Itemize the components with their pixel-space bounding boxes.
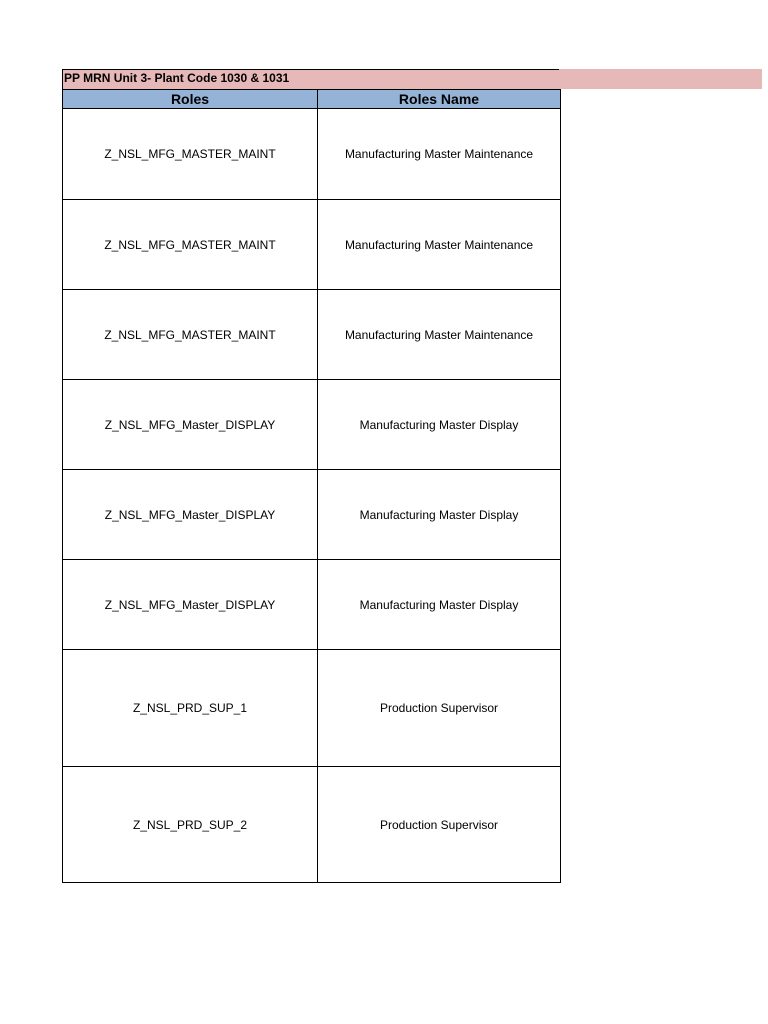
title-row (62, 69, 762, 89)
header-roles[interactable]: Roles (63, 90, 318, 109)
table-row (63, 767, 561, 883)
role-name-cell[interactable]: Manufacturing Master Display (318, 560, 561, 650)
sheet-title[interactable]: PP MRN Unit 3- Plant Code 1030 & 1031 (62, 69, 559, 89)
table-row (63, 560, 561, 650)
role-cell[interactable]: Z_NSL_MFG_MASTER_MAINT (63, 109, 318, 200)
table-row (63, 650, 561, 767)
role-cell[interactable]: Z_NSL_MFG_MASTER_MAINT (63, 290, 318, 380)
table-row (63, 200, 561, 290)
table-row (63, 109, 561, 200)
table-row (63, 290, 561, 380)
roles-table (62, 89, 561, 883)
title-row-fill (559, 69, 762, 90)
header-row (63, 90, 561, 109)
role-cell[interactable]: Z_NSL_PRD_SUP_1 (63, 650, 318, 767)
role-cell[interactable]: Z_NSL_MFG_MASTER_MAINT (63, 200, 318, 290)
role-name-cell[interactable]: Manufacturing Master Maintenance (318, 200, 561, 290)
role-cell[interactable]: Z_NSL_MFG_Master_DISPLAY (63, 380, 318, 470)
role-name-cell[interactable]: Production Supervisor (318, 767, 561, 883)
role-cell[interactable]: Z_NSL_MFG_Master_DISPLAY (63, 560, 318, 650)
role-name-cell[interactable]: Manufacturing Master Maintenance (318, 109, 561, 200)
role-name-cell[interactable]: Manufacturing Master Display (318, 470, 561, 560)
role-name-cell[interactable]: Manufacturing Master Display (318, 380, 561, 470)
role-name-cell[interactable]: Manufacturing Master Maintenance (318, 290, 561, 380)
role-name-cell[interactable]: Production Supervisor (318, 650, 561, 767)
role-cell[interactable]: Z_NSL_MFG_Master_DISPLAY (63, 470, 318, 560)
table-row (63, 470, 561, 560)
role-cell[interactable]: Z_NSL_PRD_SUP_2 (63, 767, 318, 883)
table-row (63, 380, 561, 470)
header-roles-name[interactable]: Roles Name (318, 90, 561, 109)
